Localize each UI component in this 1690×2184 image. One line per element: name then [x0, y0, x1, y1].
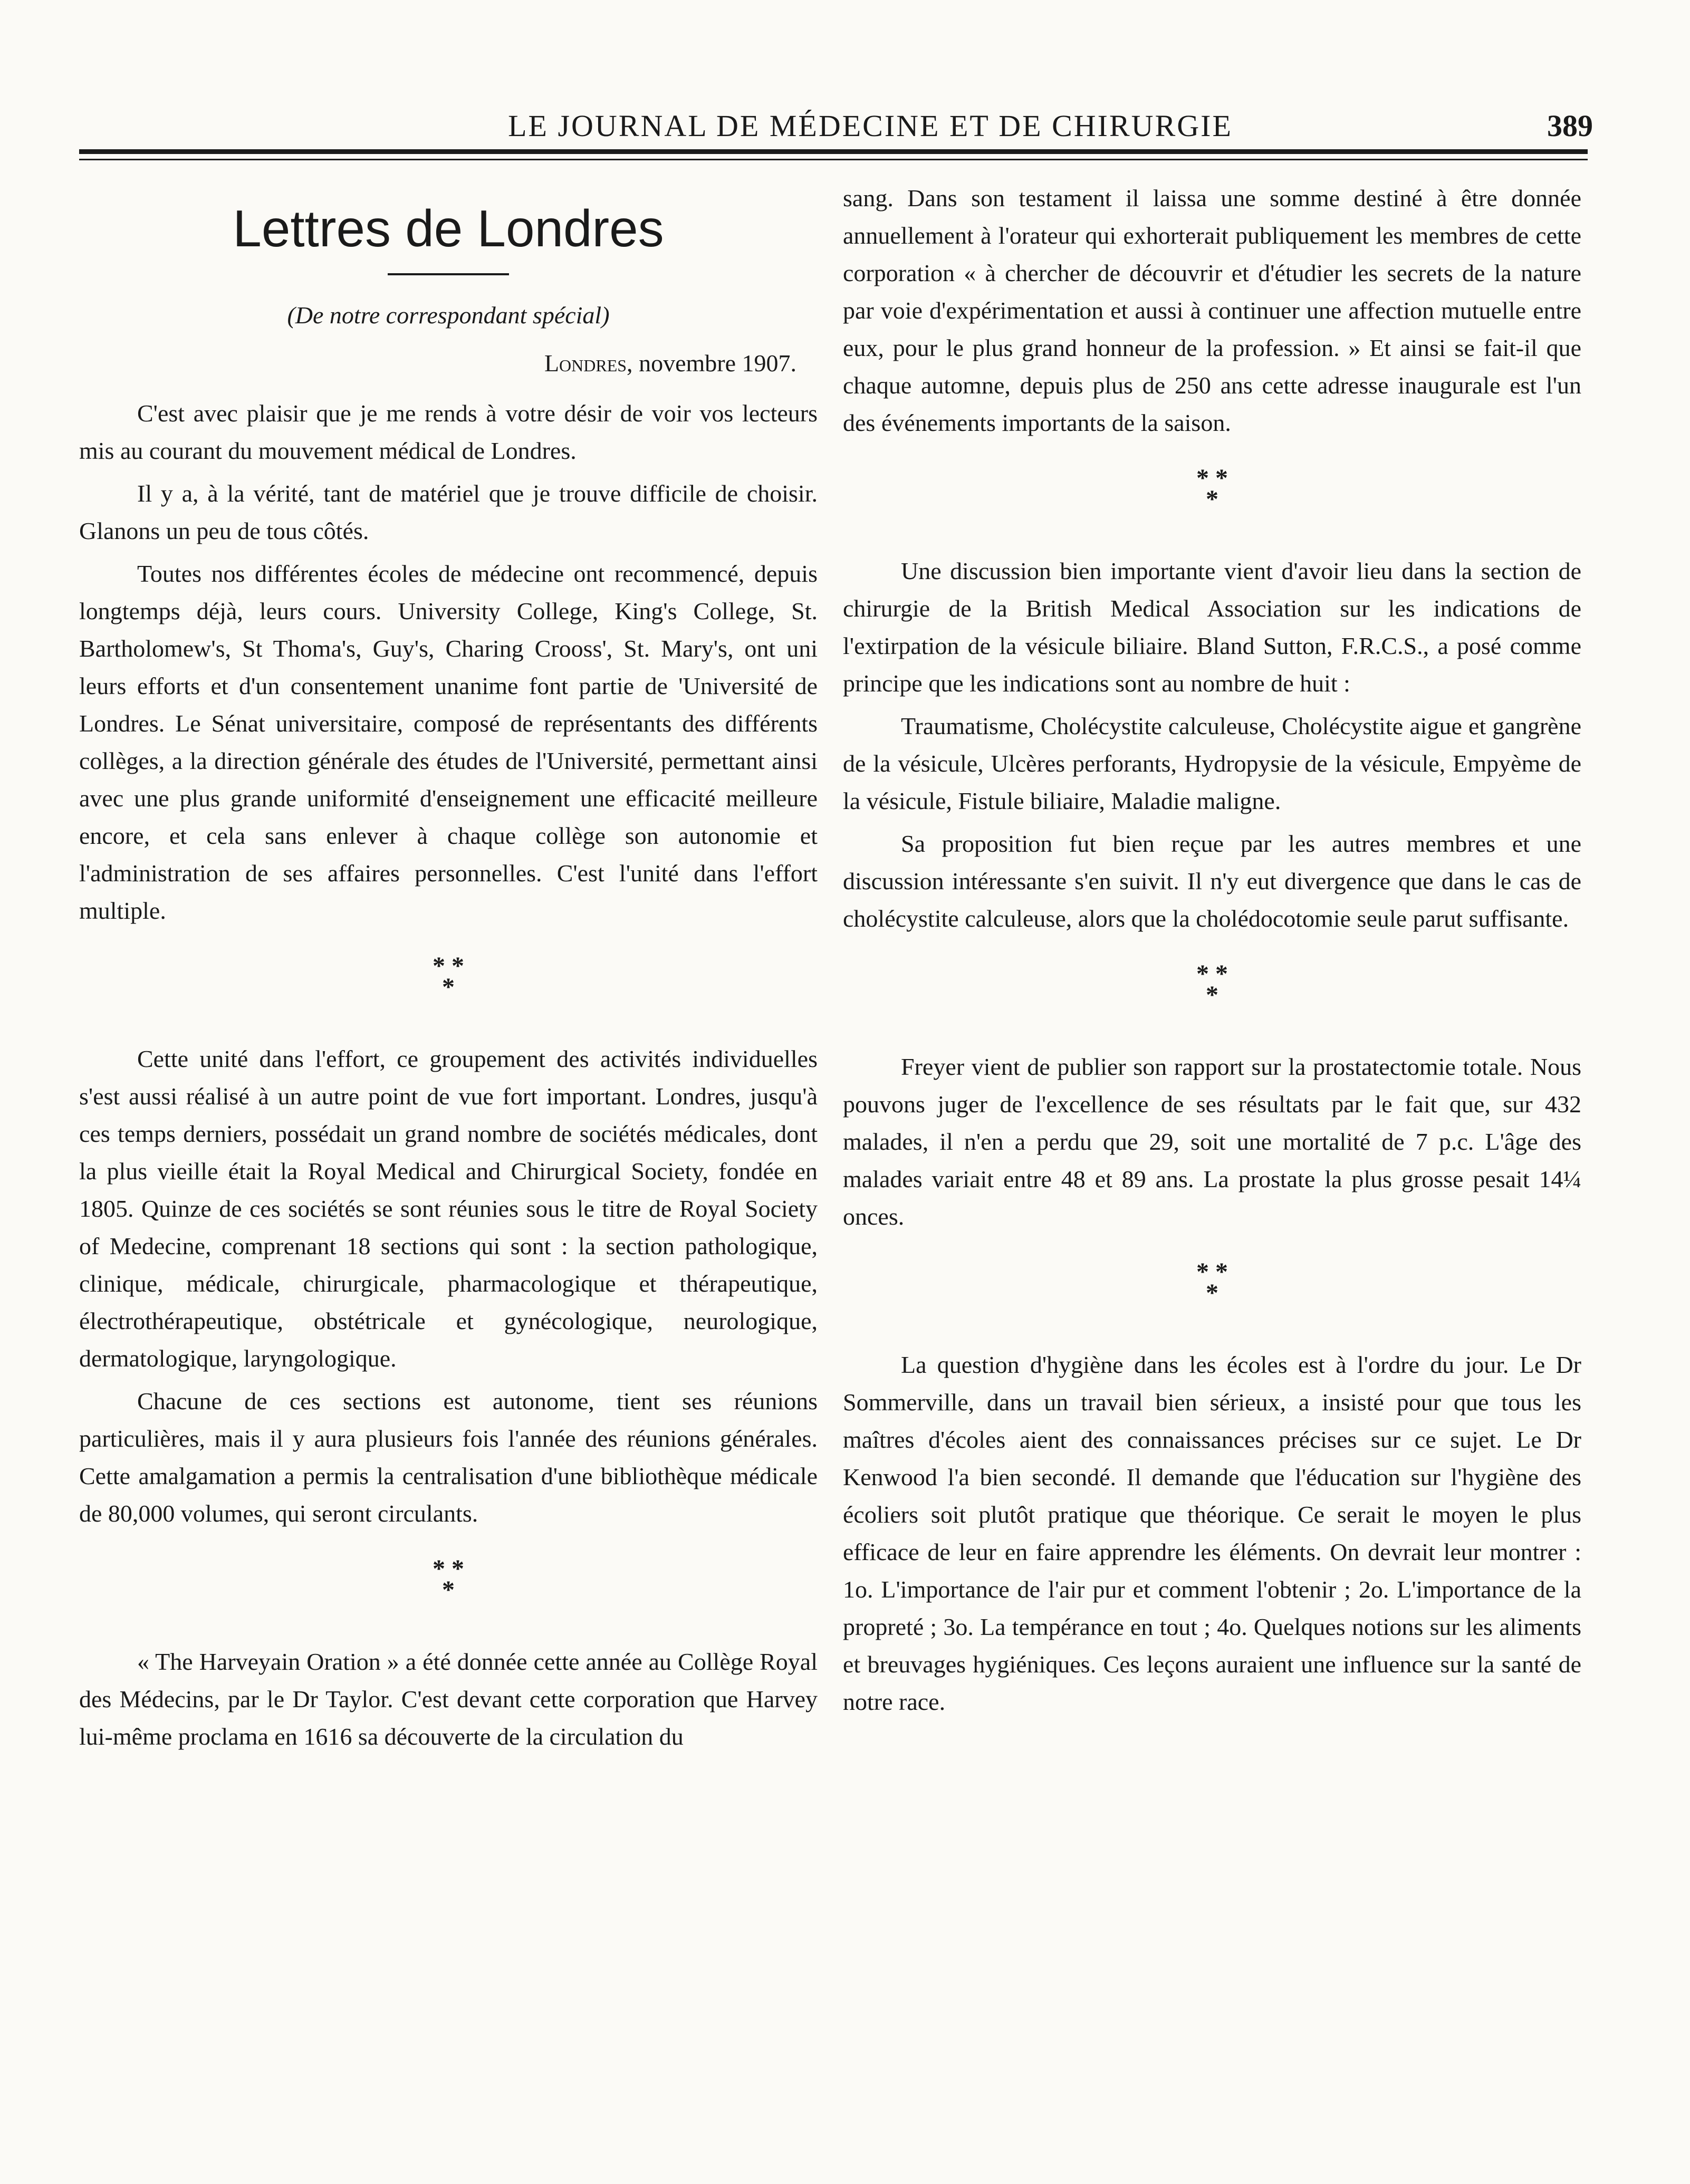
right-paragraph-2: Une discussion bien importante vient d'avoir lieu dans la section de chirurgie de la British Medical Association sur les indications de l'extirpation de la vésicule biliaire. Bland Sutton, F.R.C.S., a posé comme principe que les indications sont au nombre de huit : — [843, 557, 1581, 697]
section-separator: * * * — [433, 952, 464, 1001]
left-paragraph-6: « The Harveyain Oration » a été donnée cette année au Collège Royal des Médecins, par le Dr Taylor. C'est devant cette corporation que Harvey lui-même proclama en 1616 sa découverte de la circulation du — [79, 1648, 818, 1750]
right-paragraph-1: sang. Dans son testament il laissa une somme destiné à être donnée annuellement à l'orateur qui exhorterait publiquement les membres de cette corporation « à chercher de découvrir et d'étudier les secrets de la nature par voie d'expérimentation et aussi à continuer une affection mutuelle entre eux, pour le plus grand honneur de la profession. » Et ainsi se fait-il que chaque automne, depuis plus de 250 ans cette adresse inaugurale est l'un des événements importants de la saison. — [843, 185, 1581, 436]
running-header — [79, 108, 1593, 145]
right-paragraph-4: Sa proposition fut bien reçue par les autres membres et une discussion intéressante s'en suivit. Il n'y eut divergence que dans le cas de cholécystite calculeuse, alors que la cholédocotomie seule parut suffisante. — [843, 830, 1581, 932]
byline: (De notre correspondant spécial) — [287, 302, 610, 329]
left-paragraph-2: Il y a, à la vérité, tant de matériel que je trouve difficile de choisir. Glanons un peu de tous côtés. — [79, 480, 818, 544]
right-paragraph-3: Traumatisme, Cholécystite calculeuse, Cholécystite aigue et gangrène de la vésicule, Ulcères perforants, Hydropysie de la vésicule, Empyème de la vésicule, Fistule biliaire, Maladie maligne. — [843, 713, 1581, 814]
left-paragraph-1: C'est avec plaisir que je me rends à votre désir de voir vos lecteurs mis au courant du mouvement médical de Londres. — [79, 400, 818, 464]
section-separator: * * * — [1196, 960, 1228, 1009]
left-paragraph-5: Chacune de ces sections est autonome, tient ses réunions particulières, mais il y aura plusieurs fois l'année des réunions générales. Cette amalgamation a permis la centralisation d'une bibliothèque médicale de 80,000 volumes, qui seront circulants. — [79, 1388, 818, 1527]
section-separator: * * * — [1196, 464, 1228, 513]
left-paragraph-3: Toutes nos différentes écoles de médecine ont recommencé, depuis longtemps déjà, leurs cours. University College, King's College, St. Bartholomew's, St Thoma's, Guy's, Charing Crooss', St. Mary's, ont uni leurs efforts et d'un consentement unanime font partie de 'Université de Londres. Le Sénat universitaire, composé de représentants des différents collèges, a la direction générale des études de l'Université, permettant ainsi avec une plus grande uniformité d'enseignement une efficacité meilleure encore, et cela sans enlever à chaque collège son autonomie et l'administration de ses affaires personnelles. C'est l'unité dans l'effort multiple. — [79, 560, 818, 924]
dateline — [79, 344, 796, 382]
page-number: 389 — [1547, 109, 1593, 143]
article-title: Lettres de Londres — [233, 199, 664, 257]
left-column — [79, 179, 818, 1760]
header-rule-thin — [79, 159, 1588, 160]
dateline-date: novembre 1907. — [632, 350, 796, 377]
dateline-place: Londres, — [544, 350, 633, 377]
header-rule-thick — [79, 149, 1588, 154]
right-paragraph-6: La question d'hygiène dans les écoles est à l'ordre du jour. Le Dr Sommerville, dans un travail bien sérieux, a insisté pour que tous les maîtres d'écoles aient des connaissances précises sur ce sujet. Le Dr Kenwood l'a bien secondé. Il demande que l'éducation sur l'hygiène des écoliers soit plutôt pratique que théorique. Ce serait le moyen le plus efficace de leur en faire apprendre les éléments. On devrait leur montrer : 1o. L'importance de l'air pur et comment l'obtenir ; 2o. L'importance de la propreté ; 3o. La tempérance en tout ; 4o. Quelques notions sur les aliments et breuvages hygiéniques. Ces leçons auraient une influence sur la santé de notre race. — [843, 1351, 1581, 1715]
title-rule — [388, 273, 509, 275]
section-separator: * * * — [433, 1555, 464, 1604]
right-column — [843, 179, 1581, 1726]
left-paragraph-4: Cette unité dans l'effort, ce groupement des activités individuelles s'est aussi réalisé à un autre point de vue fort important. Londres, jusqu'à ces temps derniers, possédait un grand nombre de sociétés médicales, dont la plus vieille était la Royal Medical and Chirurgical Society, fondée en 1805. Quinze de ces sociétés se sont réunies sous le titre de Royal Society of Medecine, comprenant 18 sections qui sont : la section pathologique, clinique, médicale, chirurgicale, pharmacologique et thérapeutique, électrothérapeutique, obstétricale et gynécologique, neurologique, dermatologique, laryngologique. — [79, 1045, 818, 1372]
section-separator: * * * — [1196, 1258, 1228, 1307]
running-title: LE JOURNAL DE MÉDECINE ET DE CHIRURGIE — [508, 109, 1233, 143]
right-paragraph-5: Freyer vient de publier son rapport sur la prostatectomie totale. Nous pouvons juger de l'excellence de ses résultats par le fait que, sur 432 malades, il n'en a perdu que 29, soit une mortalité de 7 p.c. L'âge des malades variait entre 48 et 89 ans. La prostate la plus grosse pesait 14¼ onces. — [843, 1053, 1581, 1230]
